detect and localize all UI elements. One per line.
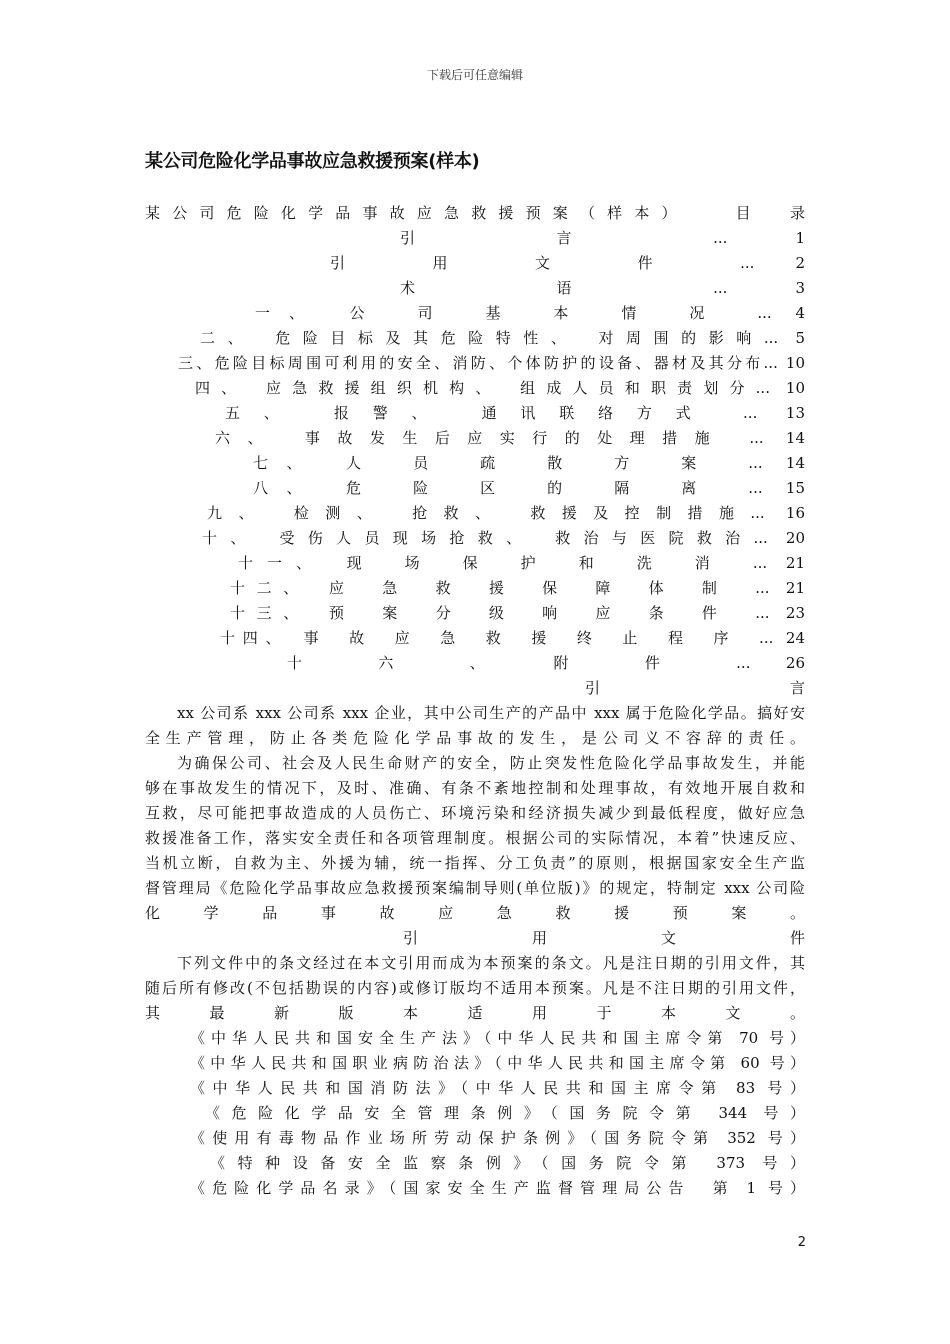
toc-entry[interactable]: 二、 危险目标及其危险特性、 对周围的影响... 5 (200, 329, 805, 347)
toc-entry[interactable]: 十四、 事 故 应 急 救 援 终 止 程 序 ... 24 (220, 629, 805, 647)
toc-entry[interactable]: 六、 事故发生后应实行的处理措施 ... 14 (215, 429, 805, 447)
paragraph-line: xx 公司系 xxx 公司系 xxx 企业，其中公司生产的产品中 xxx 属于危险化学品。搞好安 (177, 704, 805, 722)
toc-entry[interactable]: 八、 危 险 区 的 隔 离 ... 15 (253, 479, 805, 497)
document-title: 某公司危险化学品事故应急救援预案(样本) (145, 151, 480, 172)
toc-entry[interactable]: 四、 应急救援组织机构、 组成人员和职责划分... 10 (195, 379, 805, 397)
paragraph-line: 当机立断，自救为主、外援为辅，统一指挥、分工负责”的原则，根据国家安全生产监 (145, 854, 805, 872)
paragraph-line: 够在事故发生的情况下，及时、准确、有条不紊地控制和处理事故，有效地开展自救和 (145, 779, 805, 797)
toc-entry[interactable]: 一、 公 司 基 本 情 况 ... 4 (255, 304, 805, 322)
references-paragraph (145, 951, 805, 1026)
toc-entry[interactable]: 十三、 预 案 分 级 响 应 条 件 ... 23 (230, 604, 805, 622)
intro-section (145, 701, 805, 926)
paragraph-line: 化 学 品 事 故 应 急 救 援 预 案 。 (145, 904, 805, 922)
citation-item: 《危险化学品安全管理条例》（国务院令第 344 号） (205, 1104, 805, 1122)
intro-heading: 引 言 (585, 679, 805, 697)
paragraph-line: 督管理局《危险化学品事故应急救援预案编制导则(单位版)》的规定，特制定 xxx 公司险 (145, 879, 805, 897)
citation-item: 《中华人民共和国职业病防治法》（中华人民共和国主席令第 60 号） (190, 1054, 805, 1072)
paragraph-line: 为确保公司、社会及人民生命财产的安全，防止突发性危险化学品事故发生，并能 (177, 754, 805, 772)
toc-entry[interactable]: 引 用 文 件 ... 2 (330, 254, 805, 272)
toc-entry[interactable]: 引 言 ... 1 (400, 229, 805, 247)
references-heading: 引 用 文 件 (403, 929, 805, 947)
toc-entry[interactable]: 十、 受伤人员现场抢救、 救治与医院救治... 20 (202, 529, 805, 547)
citation-item: 《中华人民共和国消防法》（中华人民共和国主席令第 83 号） (190, 1079, 805, 1097)
toc-entry[interactable]: 十一、 现 场 保 护 和 洗 消 ... 21 (238, 554, 805, 572)
document-body (145, 201, 805, 1201)
page-header: 下载后可任意编辑 (426, 68, 523, 82)
paragraph-line: 救援准备工作，落实安全责任和各项管理制度。根据公司的实际情况，本着”快速反应、 (145, 829, 805, 847)
citation-item: 《危险化学品名录》（国家安全生产监督管理局公告 第 1 号） (190, 1179, 805, 1197)
citation-list (145, 1026, 805, 1201)
toc-entry[interactable]: 三、危险目标周围可利用的安全、消防、个体防护的设备、器材及其分布... 10 (178, 354, 805, 372)
paragraph-line: 下列文件中的条文经过在本文引用而成为本预案的条文。凡是注日期的引用文件，其 (177, 954, 805, 972)
citation-item: 《特种设备安全监察条例》（国务院令第 373 号） (210, 1154, 805, 1172)
page-number: 2 (797, 1235, 806, 1250)
citation-item: 《使用有毒物品作业场所劳动保护条例》（国务院令第 352 号） (190, 1129, 805, 1147)
toc-entry[interactable]: 七、 人 员 疏 散 方 案 ... 14 (253, 454, 805, 472)
paragraph-line: 其 最 新 版 本 适 用 于 本 文 。 (145, 1004, 805, 1022)
toc-heading: 某公司危险化学品事故应急救援预案（样本） 目 录 (145, 204, 805, 222)
toc-entry[interactable]: 术 语 ... 3 (400, 279, 805, 297)
paragraph-line: 随后所有修改(不包括勘误的内容)或修订版均不适用本预案。凡是不注日期的引用文件， (145, 979, 805, 997)
toc-entry[interactable]: 九、 检测、 抢救、 救援及控制措施... 16 (207, 504, 805, 522)
citation-item: 《中华人民共和国安全生产法》（中华人民共和国主席令第 70 号） (190, 1029, 805, 1047)
toc-entry[interactable]: 十 六 、 附 件 ... 26 (287, 654, 805, 672)
toc-entry[interactable]: 五、 报警、 通讯联络方式 ... 13 (225, 404, 805, 422)
paragraph-line: 互救，尽可能把事故造成的人员伤亡、环境污染和经济损失减少到最低程度，做好应急 (145, 804, 805, 822)
table-of-contents (145, 226, 805, 676)
paragraph-line: 全生产管理，防止各类危险化学品事故的发生，是公司义不容辞的责任。 (145, 729, 805, 747)
toc-entry[interactable]: 十二、 应 急 救 援 保 障 体 制 ... 21 (230, 579, 805, 597)
